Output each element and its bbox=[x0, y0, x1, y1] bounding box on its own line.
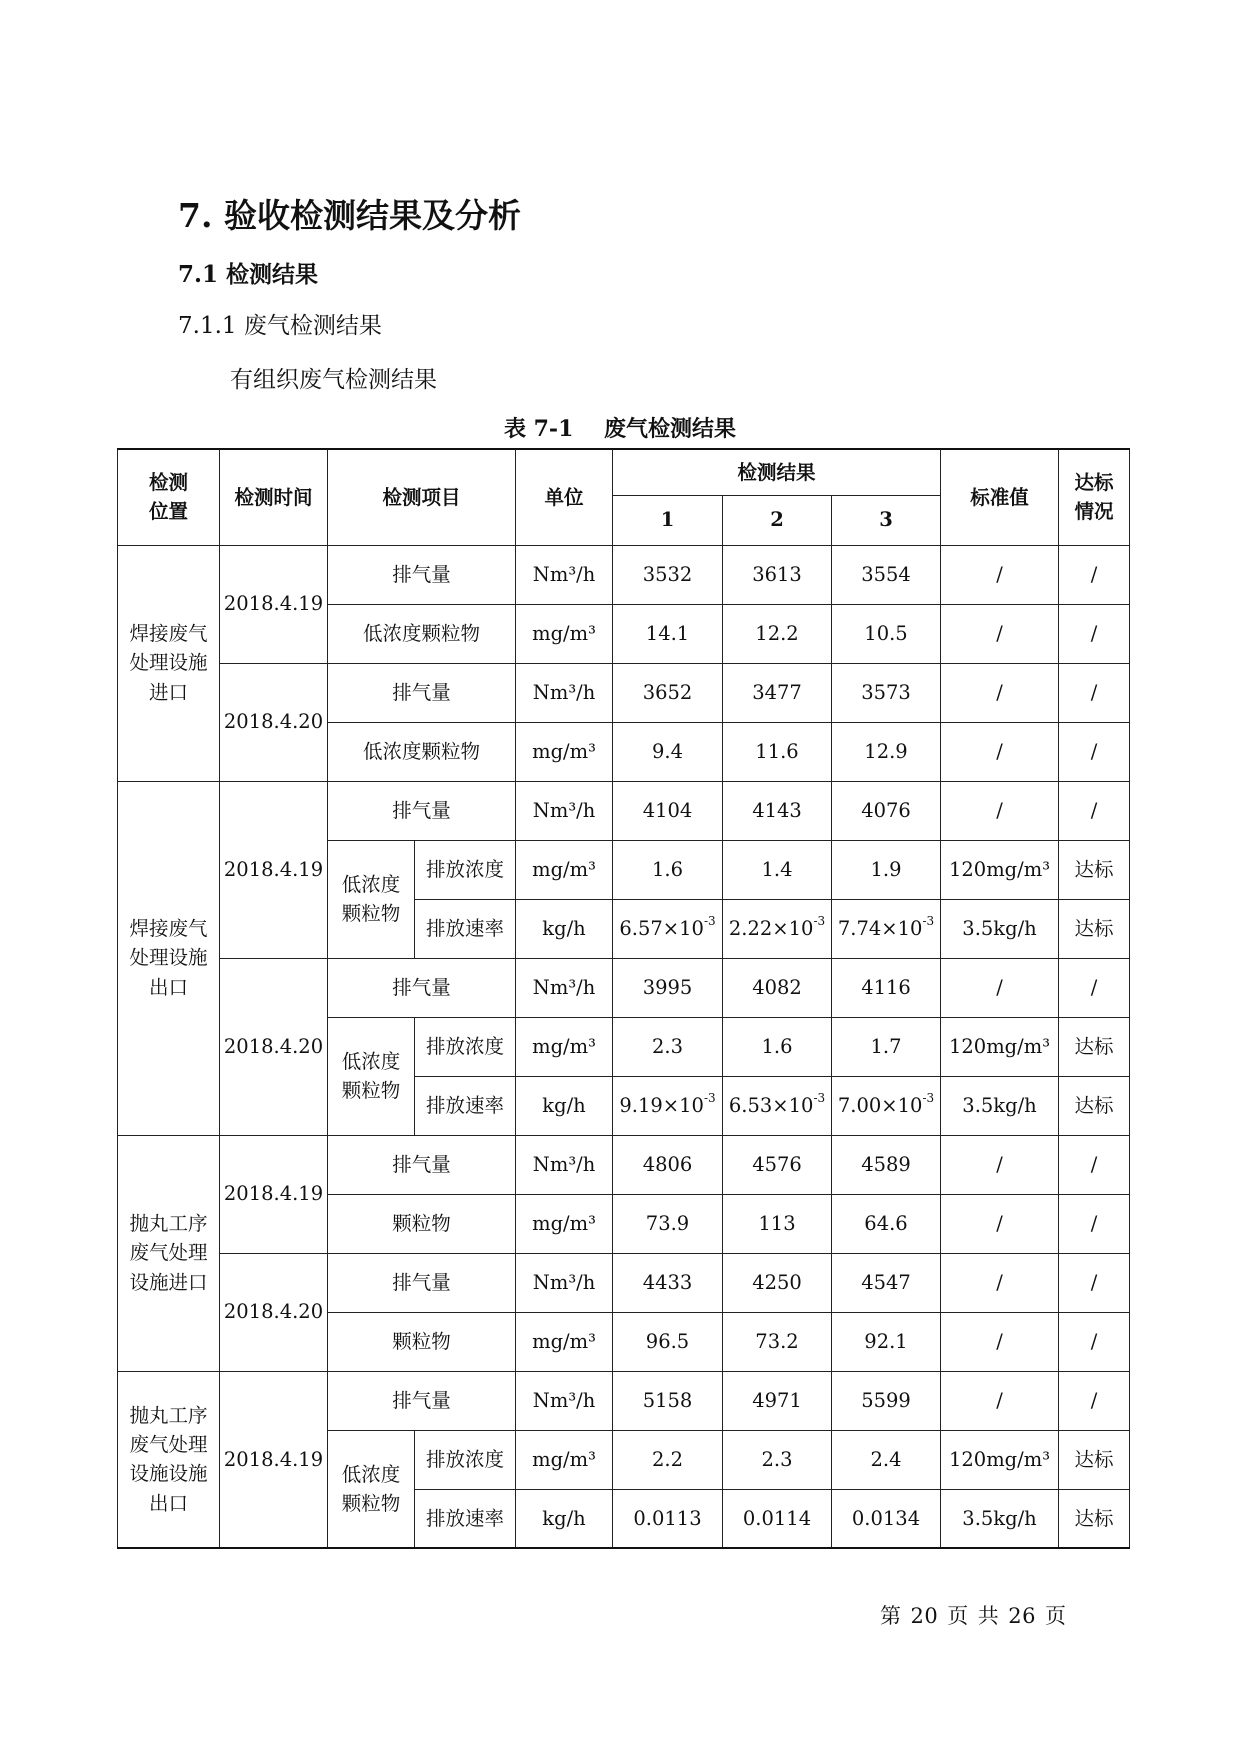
value-cell: 1.6 bbox=[613, 840, 723, 899]
table-row bbox=[118, 1135, 1130, 1194]
header-item: 检测项目 bbox=[328, 449, 516, 545]
header-result-2: 2 bbox=[723, 495, 832, 545]
footer-word: 页 bbox=[947, 1604, 969, 1628]
footer-word: 第 bbox=[880, 1604, 902, 1628]
value-cell: $6.57\times 10^{-3}$ bbox=[613, 899, 723, 958]
header-compliance: 达标 情况 bbox=[1059, 449, 1130, 545]
unit-cell: mg/m³ bbox=[516, 604, 613, 663]
exhaust-results-table bbox=[117, 448, 1130, 1549]
value-cell: 3532 bbox=[613, 545, 723, 604]
table-row bbox=[118, 1371, 1130, 1430]
value-cell: 3995 bbox=[613, 958, 723, 1017]
standard-cell: / bbox=[941, 1253, 1059, 1312]
value-cell: 4971 bbox=[723, 1371, 832, 1430]
unit-cell: mg/m³ bbox=[516, 840, 613, 899]
item-cell: 排气量 bbox=[328, 1253, 516, 1312]
value-cell: 5599 bbox=[832, 1371, 941, 1430]
compliance-cell: / bbox=[1059, 1194, 1130, 1253]
item-cell: 排气量 bbox=[328, 781, 516, 840]
exponent: -3 bbox=[813, 1090, 826, 1105]
value-cell: 73.9 bbox=[613, 1194, 723, 1253]
subitem-cell: 排放浓度 bbox=[415, 1430, 516, 1489]
unit-cell: Nm³/h bbox=[516, 663, 613, 722]
standard-cell: / bbox=[941, 1135, 1059, 1194]
value-cell: 2.3 bbox=[723, 1430, 832, 1489]
value-cell: 2.2 bbox=[613, 1430, 723, 1489]
item-group-cell: 低浓度 颗粒物 bbox=[328, 1430, 415, 1548]
compliance-cell: 达标 bbox=[1059, 840, 1130, 899]
value-cell: 5158 bbox=[613, 1371, 723, 1430]
date-cell: 2018.4.19 bbox=[220, 781, 328, 958]
subitem-cell: 排放速率 bbox=[415, 899, 516, 958]
unit-cell: kg/h bbox=[516, 1489, 613, 1548]
value-cell: 4082 bbox=[723, 958, 832, 1017]
value-cell: $7.00\times 10^{-3}$ bbox=[832, 1076, 941, 1135]
standard-cell: 3.5kg/h bbox=[941, 1076, 1059, 1135]
location-cell: 抛丸工序 废气处理 设施进口 bbox=[118, 1135, 220, 1371]
compliance-cell: / bbox=[1059, 663, 1130, 722]
exponent: -3 bbox=[922, 913, 935, 928]
value-cell: 4104 bbox=[613, 781, 723, 840]
compliance-cell: 达标 bbox=[1059, 899, 1130, 958]
value-cell: 4589 bbox=[832, 1135, 941, 1194]
unit-cell: Nm³/h bbox=[516, 1253, 613, 1312]
unit-cell: Nm³/h bbox=[516, 781, 613, 840]
subitem-cell: 排放浓度 bbox=[415, 840, 516, 899]
value-cell: 1.9 bbox=[832, 840, 941, 899]
header-unit: 单位 bbox=[516, 449, 613, 545]
item-group-cell: 低浓度 颗粒物 bbox=[328, 1017, 415, 1135]
table-row bbox=[118, 1253, 1130, 1312]
date-cell: 2018.4.20 bbox=[220, 958, 328, 1135]
value-cell: 14.1 bbox=[613, 604, 723, 663]
unit-cell: mg/m³ bbox=[516, 1430, 613, 1489]
value-cell: 113 bbox=[723, 1194, 832, 1253]
item-cell: 低浓度颗粒物 bbox=[328, 604, 516, 663]
item-cell: 排气量 bbox=[328, 545, 516, 604]
header-result-1: 1 bbox=[613, 495, 723, 545]
standard-cell: / bbox=[941, 663, 1059, 722]
subsubsection-heading: 7.1.1 废气检测结果 bbox=[178, 313, 382, 339]
header-standard: 标准值 bbox=[941, 449, 1059, 545]
value-cell: 96.5 bbox=[613, 1312, 723, 1371]
date-cell: 2018.4.20 bbox=[220, 1253, 328, 1371]
value-cell: 92.1 bbox=[832, 1312, 941, 1371]
value-cell: 3554 bbox=[832, 545, 941, 604]
value-cell: 73.2 bbox=[723, 1312, 832, 1371]
unit-cell: Nm³/h bbox=[516, 545, 613, 604]
standard-cell: / bbox=[941, 545, 1059, 604]
standard-cell: 120mg/m³ bbox=[941, 1430, 1059, 1489]
value-cell: 3477 bbox=[723, 663, 832, 722]
compliance-cell: / bbox=[1059, 604, 1130, 663]
table-row bbox=[118, 663, 1130, 722]
footer-word: 页 bbox=[1044, 1604, 1067, 1628]
compliance-cell: 达标 bbox=[1059, 1430, 1130, 1489]
standard-cell: 120mg/m³ bbox=[941, 840, 1059, 899]
value-cell: 3573 bbox=[832, 663, 941, 722]
value-cell: 3613 bbox=[723, 545, 832, 604]
subsection-heading: 7.1 检测结果 bbox=[178, 261, 319, 288]
unit-cell: Nm³/h bbox=[516, 958, 613, 1017]
unit-cell: kg/h bbox=[516, 1076, 613, 1135]
unit-cell: mg/m³ bbox=[516, 1312, 613, 1371]
value-cell: 4806 bbox=[613, 1135, 723, 1194]
unit-cell: kg/h bbox=[516, 899, 613, 958]
paragraph-heading: 有组织废气检测结果 bbox=[230, 367, 437, 393]
unit-cell: mg/m³ bbox=[516, 1194, 613, 1253]
value-cell: 12.2 bbox=[723, 604, 832, 663]
exponent: -3 bbox=[703, 1090, 716, 1105]
value-cell: 2.4 bbox=[832, 1430, 941, 1489]
compliance-cell: / bbox=[1059, 545, 1130, 604]
date-cell: 2018.4.19 bbox=[220, 545, 328, 663]
value-cell: 1.7 bbox=[832, 1017, 941, 1076]
value-cell: 4116 bbox=[832, 958, 941, 1017]
item-cell: 排气量 bbox=[328, 1371, 516, 1430]
exponent: -3 bbox=[703, 913, 716, 928]
table-row bbox=[118, 958, 1130, 1017]
standard-cell: / bbox=[941, 781, 1059, 840]
page-number: 20 bbox=[910, 1604, 939, 1628]
date-cell: 2018.4.19 bbox=[220, 1371, 328, 1548]
value-cell: 4433 bbox=[613, 1253, 723, 1312]
item-cell: 颗粒物 bbox=[328, 1194, 516, 1253]
value-cell: $7.74\times 10^{-3}$ bbox=[832, 899, 941, 958]
exponent: -3 bbox=[922, 1090, 935, 1105]
value-cell: 0.0114 bbox=[723, 1489, 832, 1548]
compliance-cell: / bbox=[1059, 1135, 1130, 1194]
value-cell: 4076 bbox=[832, 781, 941, 840]
compliance-cell: 达标 bbox=[1059, 1489, 1130, 1548]
page-total: 26 bbox=[1008, 1604, 1036, 1628]
date-cell: 2018.4.19 bbox=[220, 1135, 328, 1253]
standard-cell: 120mg/m³ bbox=[941, 1017, 1059, 1076]
value-cell: 2.3 bbox=[613, 1017, 723, 1076]
value-cell: 10.5 bbox=[832, 604, 941, 663]
header-result: 检测结果 bbox=[613, 449, 941, 495]
standard-cell: / bbox=[941, 1371, 1059, 1430]
footer-word: 共 bbox=[977, 1604, 1000, 1628]
compliance-cell: / bbox=[1059, 1312, 1130, 1371]
item-cell: 排气量 bbox=[328, 958, 516, 1017]
unit-cell: Nm³/h bbox=[516, 1135, 613, 1194]
compliance-cell: / bbox=[1059, 1371, 1130, 1430]
value-cell: 12.9 bbox=[832, 722, 941, 781]
value-cell: 3652 bbox=[613, 663, 723, 722]
item-cell: 排气量 bbox=[328, 1135, 516, 1194]
value-cell: 64.6 bbox=[832, 1194, 941, 1253]
table-row bbox=[118, 545, 1130, 604]
date-cell: 2018.4.20 bbox=[220, 663, 328, 781]
value-cell: 4143 bbox=[723, 781, 832, 840]
header-location: 检测 位置 bbox=[118, 449, 220, 545]
value-cell: $2.22\times 10^{-3}$ bbox=[723, 899, 832, 958]
exponent: -3 bbox=[813, 913, 826, 928]
standard-cell: / bbox=[941, 958, 1059, 1017]
standard-cell: 3.5kg/h bbox=[941, 1489, 1059, 1548]
compliance-cell: / bbox=[1059, 722, 1130, 781]
location-cell: 抛丸工序 废气处理 设施设施 出口 bbox=[118, 1371, 220, 1548]
value-cell: 1.6 bbox=[723, 1017, 832, 1076]
standard-cell: 3.5kg/h bbox=[941, 899, 1059, 958]
item-cell: 排气量 bbox=[328, 663, 516, 722]
value-cell: 4250 bbox=[723, 1253, 832, 1312]
table-row bbox=[118, 781, 1130, 840]
value-cell: 0.0113 bbox=[613, 1489, 723, 1548]
section-heading: 7. 验收检测结果及分析 bbox=[178, 196, 521, 235]
table-caption: 表 7-1 废气检测结果 bbox=[503, 416, 737, 442]
compliance-cell: / bbox=[1059, 958, 1130, 1017]
standard-cell: / bbox=[941, 604, 1059, 663]
subitem-cell: 排放速率 bbox=[415, 1076, 516, 1135]
location-cell: 焊接废气 处理设施 进口 bbox=[118, 545, 220, 781]
value-cell: 11.6 bbox=[723, 722, 832, 781]
item-group-cell: 低浓度 颗粒物 bbox=[328, 840, 415, 958]
value-cell: $6.53\times 10^{-3}$ bbox=[723, 1076, 832, 1135]
header-result-3: 3 bbox=[832, 495, 941, 545]
compliance-cell: 达标 bbox=[1059, 1017, 1130, 1076]
value-cell: 1.4 bbox=[723, 840, 832, 899]
compliance-cell: 达标 bbox=[1059, 1076, 1130, 1135]
value-cell: 4547 bbox=[832, 1253, 941, 1312]
standard-cell: / bbox=[941, 1194, 1059, 1253]
subitem-cell: 排放速率 bbox=[415, 1489, 516, 1548]
standard-cell: / bbox=[941, 1312, 1059, 1371]
compliance-cell: / bbox=[1059, 781, 1130, 840]
value-cell: $9.19\times 10^{-3}$ bbox=[613, 1076, 723, 1135]
unit-cell: Nm³/h bbox=[516, 1371, 613, 1430]
unit-cell: mg/m³ bbox=[516, 1017, 613, 1076]
item-cell: 颗粒物 bbox=[328, 1312, 516, 1371]
subitem-cell: 排放浓度 bbox=[415, 1017, 516, 1076]
standard-cell: / bbox=[941, 722, 1059, 781]
value-cell: 9.4 bbox=[613, 722, 723, 781]
value-cell: 4576 bbox=[723, 1135, 832, 1194]
page-footer bbox=[880, 1600, 1075, 1630]
location-cell: 焊接废气 处理设施 出口 bbox=[118, 781, 220, 1135]
header-time: 检测时间 bbox=[220, 449, 328, 545]
value-cell: 0.0134 bbox=[832, 1489, 941, 1548]
unit-cell: mg/m³ bbox=[516, 722, 613, 781]
item-cell: 低浓度颗粒物 bbox=[328, 722, 516, 781]
compliance-cell: / bbox=[1059, 1253, 1130, 1312]
